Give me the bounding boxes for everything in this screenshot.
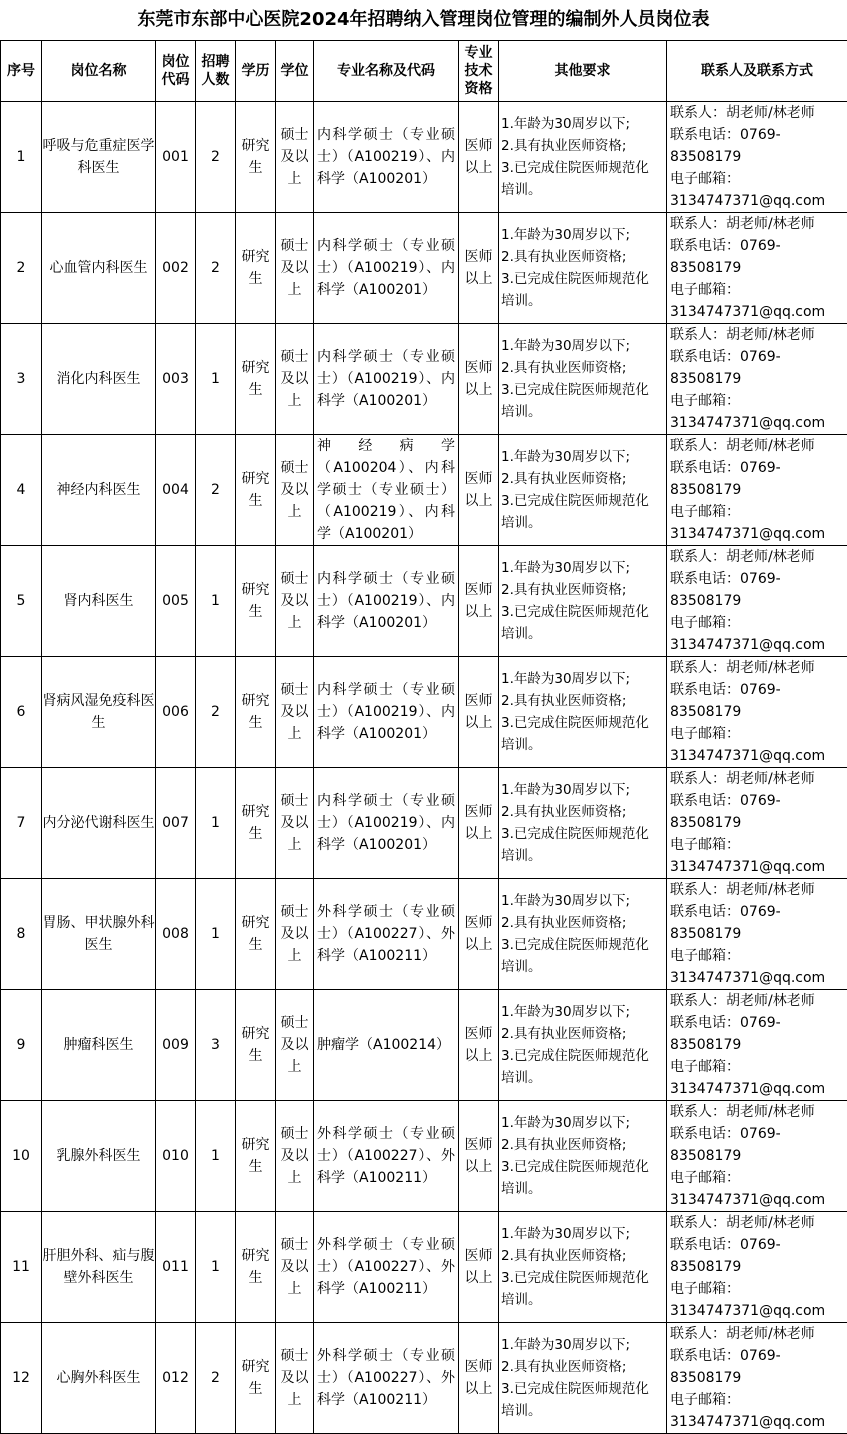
requirement-line: 2.具有执业医师资格; (501, 1245, 666, 1267)
cell-title-qualification: 医师以上 (459, 657, 499, 768)
cell-education: 研究生 (236, 657, 276, 768)
requirement-line: 培训。 (501, 1067, 666, 1089)
table-row (1, 879, 847, 990)
contact-line: 联系电话：0769- (670, 1012, 847, 1034)
cell-major: 内科学硕士（专业硕士）（A100219）、内科学（A100201） (314, 213, 459, 324)
cell-position-code: 008 (156, 879, 196, 990)
requirement-line: 2.具有执业医师资格; (501, 1023, 666, 1045)
cell-degree: 硕士及以上 (276, 1101, 314, 1212)
contact-line: 联系人：胡老师/林老师 (670, 768, 847, 790)
table-row (1, 546, 847, 657)
table-row (1, 990, 847, 1101)
cell-other-requirements (499, 879, 667, 990)
requirement-line: 3.已完成住院医师规范化 (501, 1045, 666, 1067)
cell-major: 内科学硕士（专业硕士）（A100219）、内科学（A100201） (314, 768, 459, 879)
contact-line: 联系电话：0769- (670, 346, 847, 368)
contact-line: 电子邮箱： (670, 390, 847, 412)
header-title-qualification: 专业技术资格 (459, 41, 499, 102)
contact-line: 联系人：胡老师/林老师 (670, 102, 847, 124)
requirement-line: 2.具有执业医师资格; (501, 1134, 666, 1156)
requirement-line: 培训。 (501, 1289, 666, 1311)
cell-position-code: 007 (156, 768, 196, 879)
contact-line: 3134747371@qq.com (670, 301, 847, 323)
cell-title-qualification: 医师以上 (459, 102, 499, 213)
contact-line: 联系电话：0769- (670, 1234, 847, 1256)
cell-degree: 硕士及以上 (276, 1212, 314, 1323)
cell-hire-count: 2 (196, 657, 236, 768)
contact-line: 3134747371@qq.com (670, 1300, 847, 1322)
requirement-line: 培训。 (501, 734, 666, 756)
requirement-line: 2.具有执业医师资格; (501, 357, 666, 379)
cell-index: 11 (1, 1212, 42, 1323)
cell-index: 7 (1, 768, 42, 879)
cell-position-code: 005 (156, 546, 196, 657)
cell-other-requirements (499, 102, 667, 213)
cell-major: 外科学硕士（专业硕士）（A100227）、外科学（A100211） (314, 879, 459, 990)
cell-position-code: 009 (156, 990, 196, 1101)
cell-position-code: 002 (156, 213, 196, 324)
table-row (1, 435, 847, 546)
requirement-line: 3.已完成住院医师规范化 (501, 601, 666, 623)
requirement-line: 1.年龄为30周岁以下; (501, 557, 666, 579)
requirement-line: 1.年龄为30周岁以下; (501, 335, 666, 357)
cell-title-qualification: 医师以上 (459, 324, 499, 435)
cell-position-code: 004 (156, 435, 196, 546)
contact-line: 电子邮箱： (670, 279, 847, 301)
cell-contact (667, 768, 847, 879)
cell-major: 内科学硕士（专业硕士）（A100219）、内科学（A100201） (314, 102, 459, 213)
cell-major: 内科学硕士（专业硕士）（A100219）、内科学（A100201） (314, 324, 459, 435)
contact-line: 83508179 (670, 1256, 847, 1278)
contact-line: 联系电话：0769- (670, 790, 847, 812)
contact-line: 联系人：胡老师/林老师 (670, 546, 847, 568)
table-row (1, 657, 847, 768)
contact-line: 电子邮箱： (670, 834, 847, 856)
contact-line: 83508179 (670, 590, 847, 612)
contact-line: 联系人：胡老师/林老师 (670, 435, 847, 457)
contact-line: 电子邮箱： (670, 501, 847, 523)
requirement-line: 3.已完成住院医师规范化 (501, 379, 666, 401)
contact-line: 联系人：胡老师/林老师 (670, 990, 847, 1012)
positions-table (0, 40, 847, 1434)
contact-line: 83508179 (670, 1034, 847, 1056)
cell-hire-count: 1 (196, 1212, 236, 1323)
cell-title-qualification: 医师以上 (459, 546, 499, 657)
requirement-line: 1.年龄为30周岁以下; (501, 446, 666, 468)
header-hire-count: 招聘人数 (196, 41, 236, 102)
cell-contact (667, 102, 847, 213)
document-title: 东莞市东部中心医院2024年招聘纳入管理岗位管理的编制外人员岗位表 (0, 0, 847, 40)
requirement-line: 2.具有执业医师资格; (501, 246, 666, 268)
cell-hire-count: 2 (196, 1323, 236, 1434)
cell-index: 5 (1, 546, 42, 657)
header-position-code: 岗位代码 (156, 41, 196, 102)
contact-line: 联系电话：0769- (670, 235, 847, 257)
cell-major: 内科学硕士（专业硕士）（A100219）、内科学（A100201） (314, 546, 459, 657)
cell-major: 外科学硕士（专业硕士）（A100227）、外科学（A100211） (314, 1212, 459, 1323)
cell-position-name: 心胸外科医生 (42, 1323, 156, 1434)
cell-contact (667, 213, 847, 324)
cell-title-qualification: 医师以上 (459, 990, 499, 1101)
cell-hire-count: 1 (196, 879, 236, 990)
table-row (1, 768, 847, 879)
cell-position-name: 呼吸与危重症医学科医生 (42, 102, 156, 213)
cell-title-qualification: 医师以上 (459, 1212, 499, 1323)
cell-index: 4 (1, 435, 42, 546)
requirement-line: 3.已完成住院医师规范化 (501, 268, 666, 290)
cell-position-name: 神经内科医生 (42, 435, 156, 546)
header-education: 学历 (236, 41, 276, 102)
cell-degree: 硕士及以上 (276, 768, 314, 879)
cell-position-code: 006 (156, 657, 196, 768)
contact-line: 电子邮箱： (670, 1056, 847, 1078)
cell-contact (667, 1101, 847, 1212)
contact-line: 电子邮箱： (670, 945, 847, 967)
cell-degree: 硕士及以上 (276, 1323, 314, 1434)
requirement-line: 1.年龄为30周岁以下; (501, 1112, 666, 1134)
requirement-line: 3.已完成住院医师规范化 (501, 934, 666, 956)
requirement-line: 2.具有执业医师资格; (501, 801, 666, 823)
requirement-line: 3.已完成住院医师规范化 (501, 157, 666, 179)
requirement-line: 培训。 (501, 179, 666, 201)
contact-line: 联系电话：0769- (670, 679, 847, 701)
table-row (1, 213, 847, 324)
contact-line: 电子邮箱： (670, 1167, 847, 1189)
cell-index: 10 (1, 1101, 42, 1212)
cell-contact (667, 657, 847, 768)
contact-line: 电子邮箱： (670, 1389, 847, 1411)
cell-education: 研究生 (236, 879, 276, 990)
cell-education: 研究生 (236, 1212, 276, 1323)
contact-line: 3134747371@qq.com (670, 967, 847, 989)
cell-title-qualification: 医师以上 (459, 213, 499, 324)
contact-line: 83508179 (670, 701, 847, 723)
contact-line: 3134747371@qq.com (670, 634, 847, 656)
requirement-line: 3.已完成住院医师规范化 (501, 712, 666, 734)
cell-degree: 硕士及以上 (276, 435, 314, 546)
cell-degree: 硕士及以上 (276, 879, 314, 990)
cell-other-requirements (499, 768, 667, 879)
cell-index: 6 (1, 657, 42, 768)
cell-hire-count: 1 (196, 324, 236, 435)
cell-index: 12 (1, 1323, 42, 1434)
contact-line: 3134747371@qq.com (670, 856, 847, 878)
header-other-requirements: 其他要求 (499, 41, 667, 102)
contact-line: 83508179 (670, 923, 847, 945)
requirement-line: 培训。 (501, 956, 666, 978)
cell-title-qualification: 医师以上 (459, 1323, 499, 1434)
contact-line: 3134747371@qq.com (670, 1078, 847, 1100)
cell-index: 3 (1, 324, 42, 435)
contact-line: 83508179 (670, 1367, 847, 1389)
cell-major: 肿瘤学（A100214） (314, 990, 459, 1101)
header-degree: 学位 (276, 41, 314, 102)
contact-line: 83508179 (670, 479, 847, 501)
cell-position-name: 肿瘤科医生 (42, 990, 156, 1101)
contact-line: 联系电话：0769- (670, 1123, 847, 1145)
cell-other-requirements (499, 546, 667, 657)
contact-line: 电子邮箱： (670, 1278, 847, 1300)
cell-degree: 硕士及以上 (276, 657, 314, 768)
table-row (1, 324, 847, 435)
cell-position-name: 心血管内科医生 (42, 213, 156, 324)
cell-degree: 硕士及以上 (276, 546, 314, 657)
table-row (1, 1323, 847, 1434)
table-row (1, 1212, 847, 1323)
cell-hire-count: 2 (196, 102, 236, 213)
requirement-line: 培训。 (501, 1178, 666, 1200)
header-major: 专业名称及代码 (314, 41, 459, 102)
contact-line: 联系电话：0769- (670, 457, 847, 479)
requirement-line: 3.已完成住院医师规范化 (501, 1156, 666, 1178)
requirement-line: 1.年龄为30周岁以下; (501, 1334, 666, 1356)
cell-other-requirements (499, 324, 667, 435)
requirement-line: 1.年龄为30周岁以下; (501, 890, 666, 912)
contact-line: 联系人：胡老师/林老师 (670, 1212, 847, 1234)
contact-line: 电子邮箱： (670, 168, 847, 190)
cell-other-requirements (499, 1323, 667, 1434)
cell-hire-count: 2 (196, 435, 236, 546)
cell-contact (667, 324, 847, 435)
cell-position-code: 011 (156, 1212, 196, 1323)
contact-line: 3134747371@qq.com (670, 412, 847, 434)
contact-line: 联系电话：0769- (670, 901, 847, 923)
cell-education: 研究生 (236, 1101, 276, 1212)
contact-line: 联系电话：0769- (670, 124, 847, 146)
cell-index: 8 (1, 879, 42, 990)
contact-line: 联系人：胡老师/林老师 (670, 879, 847, 901)
contact-line: 电子邮箱： (670, 612, 847, 634)
cell-position-name: 肾内科医生 (42, 546, 156, 657)
cell-other-requirements (499, 990, 667, 1101)
requirement-line: 培训。 (501, 623, 666, 645)
cell-education: 研究生 (236, 324, 276, 435)
cell-contact (667, 1323, 847, 1434)
header-position-name: 岗位名称 (42, 41, 156, 102)
cell-title-qualification: 医师以上 (459, 1101, 499, 1212)
cell-contact (667, 879, 847, 990)
cell-title-qualification: 医师以上 (459, 768, 499, 879)
requirement-line: 2.具有执业医师资格; (501, 579, 666, 601)
requirement-line: 1.年龄为30周岁以下; (501, 779, 666, 801)
cell-hire-count: 1 (196, 768, 236, 879)
cell-degree: 硕士及以上 (276, 324, 314, 435)
cell-other-requirements (499, 213, 667, 324)
cell-index: 2 (1, 213, 42, 324)
cell-education: 研究生 (236, 213, 276, 324)
requirement-line: 3.已完成住院医师规范化 (501, 490, 666, 512)
requirement-line: 2.具有执业医师资格; (501, 135, 666, 157)
contact-line: 联系人：胡老师/林老师 (670, 1101, 847, 1123)
cell-major: 外科学硕士（专业硕士）（A100227）、外科学（A100211） (314, 1101, 459, 1212)
cell-position-name: 肾病风湿免疫科医生 (42, 657, 156, 768)
contact-line: 83508179 (670, 257, 847, 279)
cell-other-requirements (499, 1212, 667, 1323)
cell-position-code: 001 (156, 102, 196, 213)
cell-major: 外科学硕士（专业硕士）（A100227）、外科学（A100211） (314, 1323, 459, 1434)
cell-position-name: 胃肠、甲状腺外科医生 (42, 879, 156, 990)
cell-position-name: 乳腺外科医生 (42, 1101, 156, 1212)
requirement-line: 3.已完成住院医师规范化 (501, 1267, 666, 1289)
cell-position-name: 内分泌代谢科医生 (42, 768, 156, 879)
header-contact: 联系人及联系方式 (667, 41, 847, 102)
header-index: 序号 (1, 41, 42, 102)
requirement-line: 培训。 (501, 290, 666, 312)
cell-education: 研究生 (236, 435, 276, 546)
requirement-line: 1.年龄为30周岁以下; (501, 1223, 666, 1245)
requirement-line: 3.已完成住院医师规范化 (501, 823, 666, 845)
contact-line: 3134747371@qq.com (670, 1411, 847, 1433)
contact-line: 3134747371@qq.com (670, 190, 847, 212)
requirement-line: 2.具有执业医师资格; (501, 690, 666, 712)
contact-line: 联系人：胡老师/林老师 (670, 657, 847, 679)
contact-line: 83508179 (670, 368, 847, 390)
cell-contact (667, 1212, 847, 1323)
requirement-line: 1.年龄为30周岁以下; (501, 668, 666, 690)
contact-line: 联系电话：0769- (670, 1345, 847, 1367)
cell-degree: 硕士及以上 (276, 102, 314, 213)
cell-contact (667, 546, 847, 657)
cell-education: 研究生 (236, 990, 276, 1101)
cell-education: 研究生 (236, 102, 276, 213)
requirement-line: 2.具有执业医师资格; (501, 912, 666, 934)
cell-hire-count: 1 (196, 546, 236, 657)
requirement-line: 2.具有执业医师资格; (501, 1356, 666, 1378)
requirement-line: 1.年龄为30周岁以下; (501, 113, 666, 135)
requirement-line: 1.年龄为30周岁以下; (501, 1001, 666, 1023)
header-row (1, 41, 847, 102)
contact-line: 3134747371@qq.com (670, 1189, 847, 1211)
cell-position-code: 010 (156, 1101, 196, 1212)
cell-position-code: 003 (156, 324, 196, 435)
cell-other-requirements (499, 1101, 667, 1212)
cell-hire-count: 3 (196, 990, 236, 1101)
contact-line: 83508179 (670, 146, 847, 168)
requirement-line: 培训。 (501, 845, 666, 867)
requirement-line: 2.具有执业医师资格; (501, 468, 666, 490)
cell-contact (667, 990, 847, 1101)
requirement-line: 培训。 (501, 512, 666, 534)
requirement-line: 培训。 (501, 401, 666, 423)
cell-major: 神经病学（A100204）、内科学硕士（专业硕士）（A100219）、内科学（A100201） (314, 435, 459, 546)
cell-degree: 硕士及以上 (276, 990, 314, 1101)
requirement-line: 1.年龄为30周岁以下; (501, 224, 666, 246)
cell-major: 内科学硕士（专业硕士）（A100219）、内科学（A100201） (314, 657, 459, 768)
contact-line: 83508179 (670, 1145, 847, 1167)
cell-index: 1 (1, 102, 42, 213)
cell-education: 研究生 (236, 768, 276, 879)
table-row (1, 102, 847, 213)
cell-index: 9 (1, 990, 42, 1101)
contact-line: 联系电话：0769- (670, 568, 847, 590)
contact-line: 联系人：胡老师/林老师 (670, 1323, 847, 1345)
cell-title-qualification: 医师以上 (459, 879, 499, 990)
cell-hire-count: 2 (196, 213, 236, 324)
cell-contact (667, 435, 847, 546)
cell-position-name: 消化内科医生 (42, 324, 156, 435)
table-row (1, 1101, 847, 1212)
contact-line: 83508179 (670, 812, 847, 834)
cell-position-code: 012 (156, 1323, 196, 1434)
contact-line: 联系人：胡老师/林老师 (670, 213, 847, 235)
cell-other-requirements (499, 657, 667, 768)
cell-hire-count: 1 (196, 1101, 236, 1212)
contact-line: 3134747371@qq.com (670, 523, 847, 545)
cell-position-name: 肝胆外科、疝与腹壁外科医生 (42, 1212, 156, 1323)
cell-other-requirements (499, 435, 667, 546)
cell-title-qualification: 医师以上 (459, 435, 499, 546)
cell-degree: 硕士及以上 (276, 213, 314, 324)
contact-line: 3134747371@qq.com (670, 745, 847, 767)
requirement-line: 3.已完成住院医师规范化 (501, 1378, 666, 1400)
requirement-line: 培训。 (501, 1400, 666, 1422)
contact-line: 联系人：胡老师/林老师 (670, 324, 847, 346)
cell-education: 研究生 (236, 1323, 276, 1434)
cell-education: 研究生 (236, 546, 276, 657)
table-body (1, 102, 847, 1434)
contact-line: 电子邮箱： (670, 723, 847, 745)
